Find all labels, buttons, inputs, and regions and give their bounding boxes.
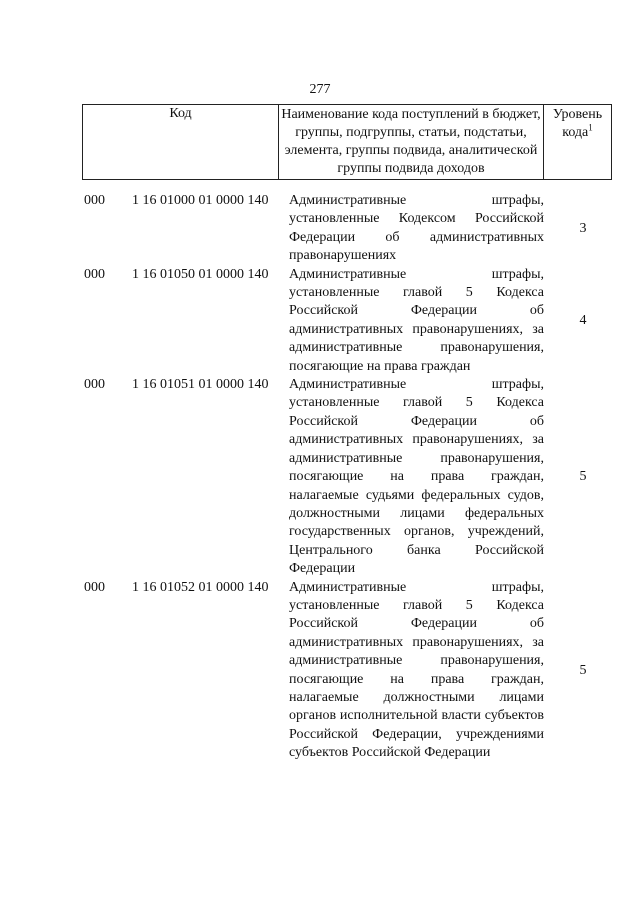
income-code: 1 16 01052 01 0000 140 — [132, 579, 269, 595]
header-level-footnote: 1 — [588, 122, 593, 133]
header-level — [544, 105, 612, 180]
admin-code: 000 — [84, 579, 105, 595]
admin-code: 000 — [84, 193, 105, 208]
header-level-label: Уровень кода — [552, 107, 603, 140]
table-row — [0, 376, 640, 578]
table-body — [0, 192, 640, 763]
income-name: Административные штрафы, установленные главой 5 Кодекса Российской Федерации об административных правонарушениях, за административные правонарушения, посягающие на права граждан, налагаемые должностными лицами органов исполнительной власти субъектов Российской Федерации, учреждениями субъектов Российской Федерации — [289, 579, 544, 761]
table-row — [0, 579, 640, 763]
table-row — [0, 266, 640, 376]
header-code: Код — [83, 105, 279, 180]
table-header — [82, 104, 612, 180]
code-level: 5 — [579, 469, 587, 485]
income-name: Административные штрафы, установленные главой 5 Кодекса Российской Федерации об административных правонарушениях, за административные правонарушения, посягающие на права граждан, налагаемые судьями федеральных судов, должностными лицами федеральных государственных органов, учреждений, Центрального банка Российской Федерации — [289, 377, 544, 577]
header-name: Наименование кода поступлений в бюджет, группы, подгруппы, статьи, подстатьи, элемента, группы подвида, аналитической группы подвида доходов — [279, 105, 544, 180]
code-level: 4 — [579, 312, 587, 328]
income-name: Административные штрафы, установленные главой 5 Кодекса Российской Федерации об административных правонарушениях, за административные правонарушения, посягающие на права граждан — [289, 266, 544, 374]
income-code: 1 16 01000 01 0000 140 — [132, 193, 269, 208]
code-level: 5 — [579, 662, 587, 678]
page-number: 277 — [309, 82, 331, 97]
income-code: 1 16 01050 01 0000 140 — [132, 266, 269, 282]
code-level: 3 — [579, 220, 587, 236]
income-code: 1 16 01051 01 0000 140 — [132, 377, 269, 393]
income-name: Административные штрафы, установленные Кодексом Российской Федерации об административных правонарушениях — [289, 193, 544, 264]
table-row — [0, 192, 640, 266]
admin-code: 000 — [84, 266, 105, 282]
admin-code: 000 — [84, 377, 105, 393]
